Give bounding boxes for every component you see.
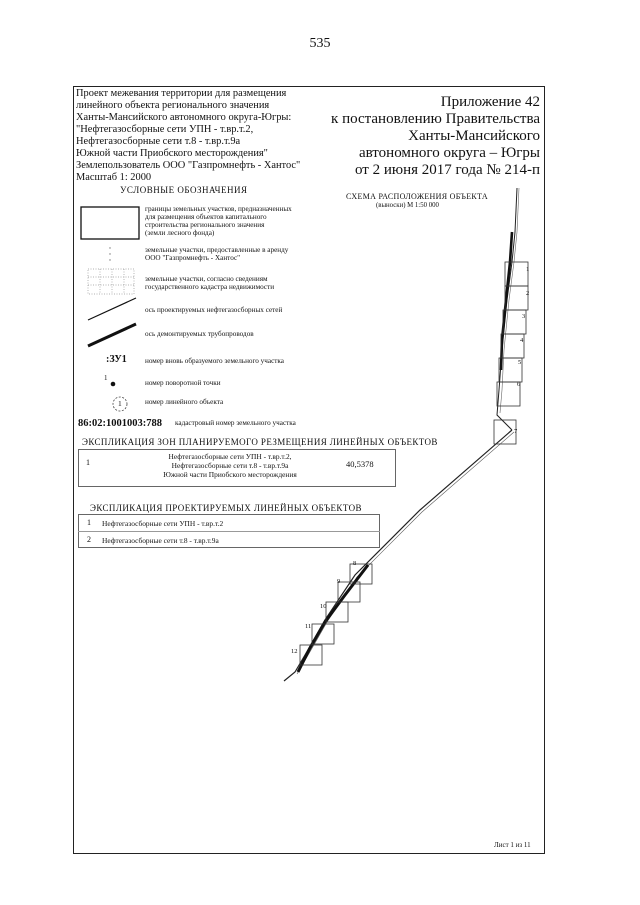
legend-label: кадастровый номер земельного участка [175,419,296,427]
pipeline-corridor [297,432,514,674]
linear-row-number: 1 [87,518,91,527]
turning-point-number: 1 [104,374,108,382]
zone-explication-title: ЭКСПЛИКАЦИЯ ЗОН ПЛАНИРУЕМОГО РЕЗМЕЩЕНИЯ ЛИНЕЙНЫХ ОБЪЕКТОВ [82,437,438,447]
cadastral-number-sample: 86:02:1001003:788 [78,418,162,429]
legend-label: строительства регионального значения [145,221,265,229]
sheet-number: 6 [517,381,521,388]
sheet-number: 1 [526,266,530,273]
project-line: Ханты-Мансийского автономного округа-Югры: [76,112,292,123]
zone-row-area: 40,5378 [346,459,374,469]
appendix-line: Ханты-Мансийского [408,128,540,144]
linear-explication-title: ЭКСПЛИКАЦИЯ ПРОЕКТИРУЕМЫХ ЛИНЕЙНЫХ ОБЪЕКТОВ [90,503,362,513]
legend-label: ось демонтируемых трубопроводов [145,330,254,338]
legend-label: земельные участки, согласно сведениям [145,275,268,283]
sheet-number: 4 [520,337,524,344]
zone-row-number: 1 [86,458,90,467]
pipeline-corridor [284,430,512,681]
pipeline-corridor [497,188,517,430]
linear-row-number: 2 [87,535,91,544]
legend-label: земельные участки, предоставленные в аренду [145,246,289,254]
project-line: "Нефтегазосборные сети УПН - т.вр.т.2, [76,124,254,135]
sheet-number: 11 [305,623,312,630]
pipeline-corridor [500,188,522,413]
sheet-number: 8 [353,560,357,567]
appendix-line: Приложение 42 [440,94,540,110]
legend-label: ось проектируемых нефтегазосборных сетей [145,306,283,314]
sheet-number: 7 [514,428,518,435]
sheet-number: 12 [291,648,298,655]
sheet-number: 2 [526,290,530,297]
project-line: линейного объекта регионального значения [76,100,270,111]
appendix-line: к постановлению Правительства [331,111,540,127]
project-line: Проект межевания территории для размещения [76,88,287,99]
legend-label: границы земельных участков, предназначенных [145,205,292,213]
zone-row-name: Южной части Приобского месторождения [163,470,297,479]
pipeline-route [298,565,368,672]
linear-row-name: Нефтегазосборные сети т.8 - т.вр.т.9а [102,536,219,545]
sheet-counter: Лист 1 из 11 [494,841,531,849]
legend-label: государственного кадастра недвижимости [145,283,275,291]
scheme-scale: (выноски) М 1:50 000 [376,202,439,209]
legend-label: (земли лесного фонда) [145,229,215,237]
project-line: Масштаб 1: 2000 [76,172,152,183]
project-line: Южной части Приобского месторождения" [76,148,268,159]
appendix-line: от 2 июня 2017 года № 214-п [355,162,540,178]
linear-object-number: 1 [118,399,122,408]
scheme-title: СХЕМА РАСПОЛОЖЕНИЯ ОБЪЕКТА [346,192,488,201]
sheet-number: 3 [522,313,526,320]
legend-label: ООО "Газпромнефть - Хантос" [145,254,241,262]
page-number: 535 [309,36,331,51]
new-parcel-number-icon: :ЗУ1 [106,354,127,365]
sheet-number: 5 [518,359,522,366]
legend-title: УСЛОВНЫЕ ОБОЗНАЧЕНИЯ [120,185,248,195]
zone-row-name: Нефтегазосборные сети т.8 - т.вр.т.9а [171,461,289,470]
sheet-number: 10 [320,603,327,610]
appendix-line: автономного округа – Югры [358,145,540,161]
sheet-number: 9 [337,578,341,585]
legend-label: для размещения объектов капитального [145,213,267,221]
project-line: Нефтегазосборные сети т.8 - т.вр.т.9а [76,136,241,147]
legend-label: номер линейного объекта [145,398,224,406]
legend-label: номер поворотной точки [145,379,221,387]
pipeline-route [501,232,512,370]
zone-row-name: Нефтегазосборные сети УПН - т.вр.т.2, [168,452,292,461]
linear-row-name: Нефтегазосборные сети УПН - т.вр.т.2 [102,519,224,528]
legend-label: номер вновь образуемого земельного участка [145,357,284,365]
project-line: Землепользователь ООО "Газпромнефть - Хантос" [76,160,301,171]
